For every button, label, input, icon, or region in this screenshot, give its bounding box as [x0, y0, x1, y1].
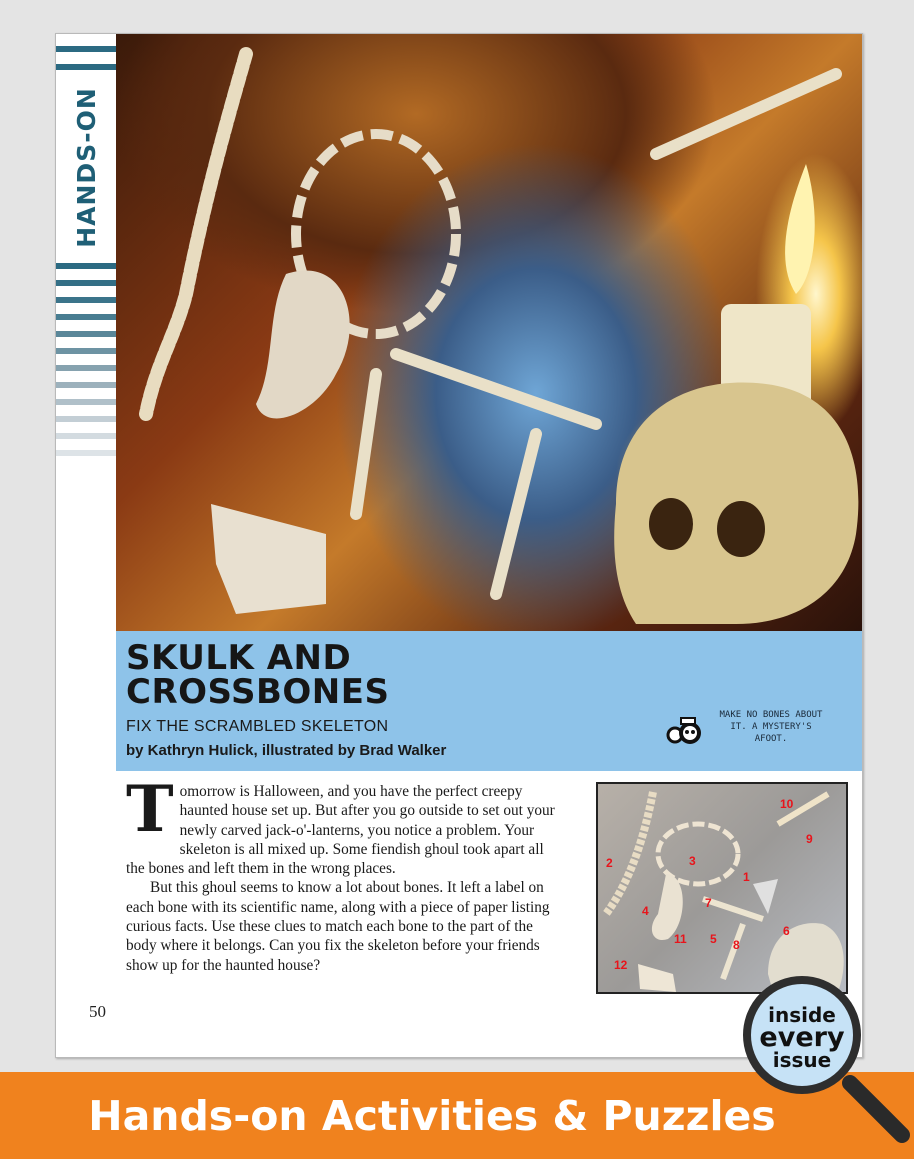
title-line: CROSSBONES [126, 672, 390, 712]
article-body [126, 772, 561, 975]
badge-line-3: issue [772, 1048, 832, 1072]
badge-line-2: every [759, 1022, 845, 1053]
scrambled-bones-illustration [598, 784, 846, 992]
jaw-illustration [211, 504, 326, 614]
skull-eye-socket [717, 501, 765, 557]
stripe [56, 314, 116, 320]
bone-label: 8 [733, 938, 740, 952]
stripe [56, 46, 116, 52]
bone-label: 10 [780, 797, 794, 811]
article-title [126, 638, 390, 712]
section-label [56, 72, 116, 262]
page-number: 50 [89, 1002, 106, 1021]
stripe [56, 450, 116, 456]
stripe [56, 64, 116, 70]
bone-label: 9 [806, 832, 813, 846]
stripe [56, 331, 116, 337]
spine-illustration [146, 54, 246, 414]
bone-label: 6 [783, 924, 790, 938]
drop-cap: T [126, 772, 174, 847]
stripe [56, 263, 116, 269]
section-sidebar [56, 34, 116, 464]
magazine-page [55, 33, 863, 1058]
skull-eye-socket [649, 498, 693, 550]
candle-flame-illustration [785, 164, 815, 294]
mascot-note: MAKE NO BONES ABOUT IT. A MYSTERY'S AFOOT. [719, 710, 823, 744]
haunted-house-illustration [116, 34, 862, 631]
stripe [56, 365, 116, 371]
stripe [56, 433, 116, 439]
skull-mascot-icon [666, 709, 706, 749]
article-subtitle: FIX THE SCRAMBLED SKELETON [126, 718, 389, 735]
stripe [56, 348, 116, 354]
stripe [56, 416, 116, 422]
bone-label: 12 [614, 958, 628, 972]
stripe [56, 297, 116, 303]
magnifying-glass-badge-icon [742, 975, 912, 1145]
paragraph-1 [126, 772, 561, 878]
paragraph-2: But this ghoul seems to know a lot about bones. It left a label on each bone with its scientific name, along with a piece of paper listing curious facts. Use these clues to match each bone to the part of the body where it belongs. Can you fix the skeleton before your friends show up for the haunted house? [126, 879, 550, 974]
bone-label: 3 [689, 854, 696, 868]
stripe [56, 280, 116, 286]
title-band [116, 631, 862, 771]
stripe [56, 399, 116, 405]
bone-label: 4 [642, 904, 649, 918]
stripe [56, 382, 116, 388]
bone-label: 1 [743, 870, 750, 884]
footer-banner-text: Hands-on Activities & Puzzles [88, 1091, 776, 1140]
scrambled-bones-inset [596, 782, 848, 994]
bone-label: 5 [710, 932, 717, 946]
paragraph-1-text: omorrow is Halloween, and you have the perfect creepy haunted house set up. But after you go outside to set out your newly carved jack-o'-lanterns, you notice a problem. Your skeleton is all mixed up. Some fiendish ghoul took apart all the bones and left them in the wrong places. [126, 783, 555, 878]
badge-line-1: inside [768, 1003, 836, 1027]
article-byline: by Kathryn Hulick, illustrated by Brad Walker [126, 742, 447, 759]
section-label-text: HANDS-ON [71, 86, 101, 248]
bone-label: 11 [674, 932, 687, 946]
pelvis-illustration [256, 270, 350, 418]
title-line: SKULK AND [126, 638, 352, 678]
bone-label: 7 [705, 896, 712, 910]
bone-label: 2 [606, 856, 613, 870]
